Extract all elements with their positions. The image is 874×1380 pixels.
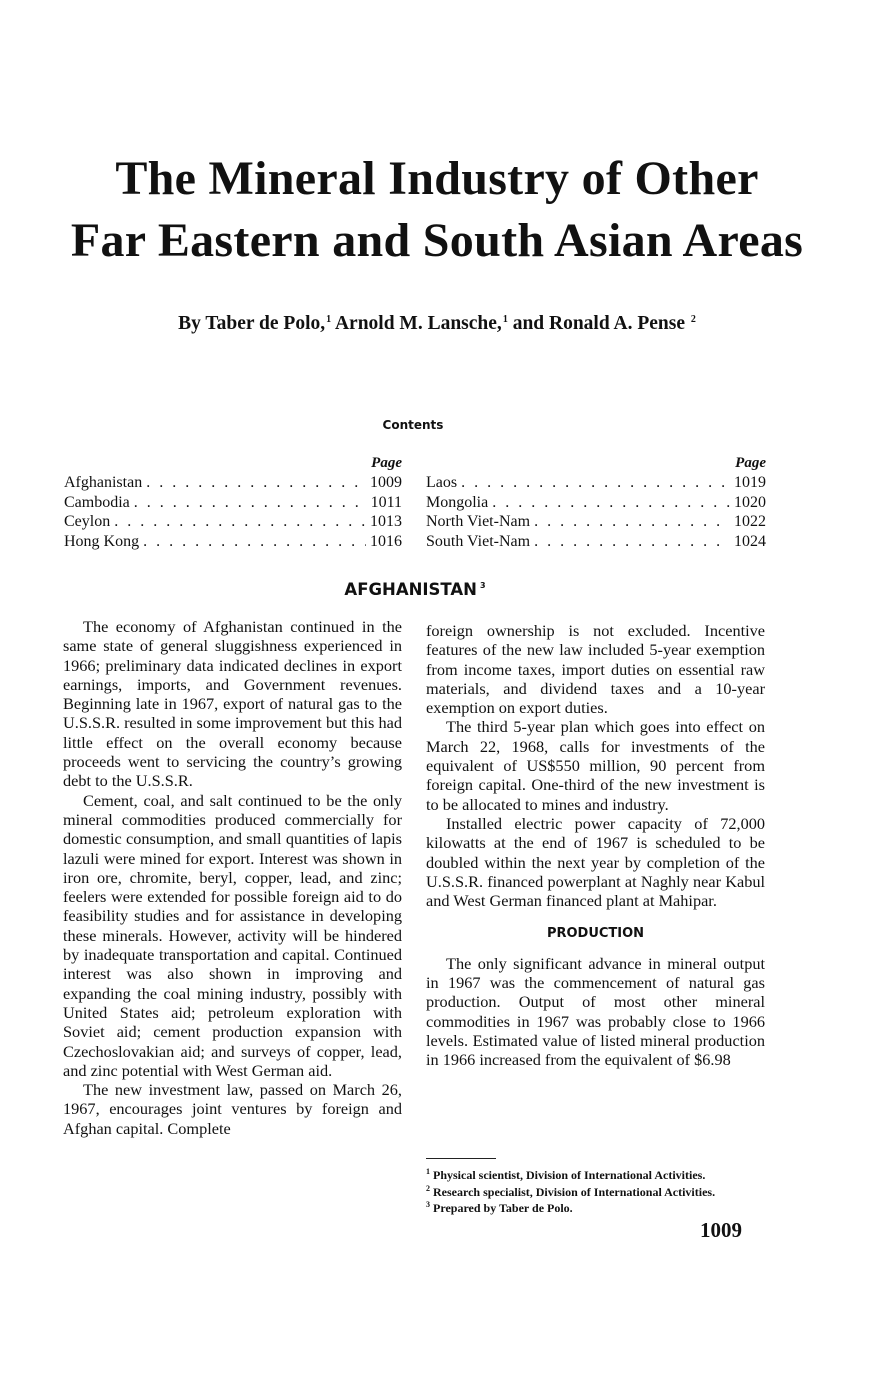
contents-heading: Contents	[382, 418, 444, 432]
page-title	[0, 148, 874, 272]
toc-leader	[114, 513, 366, 531]
title-line-2: Far Eastern and South Asian Areas	[70, 214, 804, 267]
toc-leader	[146, 474, 366, 492]
toc-entry	[64, 474, 402, 494]
toc-entry	[426, 474, 766, 494]
production-heading: PRODUCTION	[546, 926, 645, 942]
footnote-mark: 1	[326, 314, 332, 325]
toc-country: Laos	[426, 474, 458, 491]
author-3: and Ronald A. Pense	[512, 313, 685, 334]
toc-page: 1024	[734, 532, 766, 550]
toc-country: Cambodia	[64, 493, 130, 511]
toc-entry	[426, 494, 766, 514]
toc-entry	[426, 513, 766, 533]
toc-page-label: Page	[735, 455, 766, 471]
toc-country: North Viet-Nam	[426, 513, 531, 530]
footnote-mark: 3	[479, 581, 486, 590]
toc-country: Mongolia	[426, 493, 489, 511]
paragraph: The third 5-year plan which goes into effect on March 22, 1968, calls for investments of the equivalent of US$550 million, 90 percent from foreign capital. One-third of the new investment is to be allocated to mines and industry.	[426, 717, 765, 814]
toc-column-left	[64, 455, 402, 552]
toc-column-right	[426, 455, 766, 552]
footnote	[426, 1166, 766, 1182]
byline	[0, 313, 874, 335]
paragraph: The only significant advance in mineral output in 1967 was the commencement of natural gas production. Output of most other mineral commodities in 1967 was probably close to 1966 levels. Estimated value of listed mineral production in 1966 increased from the equivalent of $6.98	[426, 953, 765, 1070]
paragraph: foreign ownership is not excluded. Incentive features of the new law included 5-year exemption from income taxes, import duties on essential raw materials, and dividend taxes and a 10-year exemption on export duties.	[426, 621, 765, 718]
footnote	[426, 1183, 766, 1199]
toc-page: 1009	[370, 474, 402, 491]
page-number: 1009	[700, 1218, 742, 1242]
toc-page-label: Page	[371, 455, 402, 471]
footnote	[426, 1199, 766, 1215]
toc-page: 1016	[370, 532, 402, 550]
toc-page: 1022	[734, 513, 766, 530]
toc-leader	[461, 474, 730, 492]
toc-leader	[492, 494, 730, 512]
footnote-text: Research specialist, Division of International Activities.	[433, 1184, 716, 1199]
toc-entry	[64, 494, 402, 514]
title-line-1: The Mineral Industry of Other	[115, 152, 759, 205]
footnote-mark: 2	[690, 314, 696, 325]
author-1: By Taber de Polo,	[178, 313, 326, 334]
text-column-right	[426, 621, 765, 1070]
footnote-divider	[426, 1158, 496, 1159]
toc-page: 1011	[370, 493, 402, 511]
section-title: AFGHANISTAN	[344, 580, 477, 599]
toc-leader	[534, 533, 730, 551]
toc-country: South Viet-Nam	[426, 532, 531, 550]
toc-country: Hong Kong	[64, 532, 140, 550]
toc-entry	[64, 533, 402, 553]
toc-entry	[426, 533, 766, 553]
toc-entry	[64, 513, 402, 533]
toc-leader	[143, 533, 366, 551]
footnote-mark: 2	[426, 1183, 430, 1193]
author-2: Arnold M. Lansche,	[334, 313, 502, 334]
toc-page: 1020	[734, 493, 766, 511]
toc-leader	[134, 494, 367, 512]
section-heading	[0, 580, 830, 599]
footnote-mark: 1	[502, 314, 508, 325]
toc-leader	[534, 513, 730, 531]
paragraph: The economy of Afghanistan continued in the same state of general sluggishness experienced in 1966; preliminary data indicated declines in export earnings, imports, and Government revenues. Beginning late in 1967, export of natural gas to the U.S.S.R. resulted in some improvement but this had little effect on the overall economy because proceeds went to servicing the country’s growing debt to the U.S.S.R.	[63, 617, 402, 791]
paragraph: The new investment law, passed on March 26, 1967, encourages joint ventures by foreign and Afghan capital. Complete	[63, 1080, 402, 1138]
paragraph: Cement, coal, and salt continued to be the only mineral commodities produced commercially for domestic consumption, and small quantities of lapis lazuli were mined for export. Interest was shown in iron ore, chromite, beryl, copper, lead, and zinc; feelers were extended for possible foreign aid to do feasibility studies and for assistance in developing these minerals. However, activity will be hindered by inadequate transportation and capital. Continued interest was also shown in improving and expanding the coal mining industry, possibly with United States aid; petroleum exploration with Soviet aid; cement production expansion with Czechoslovakian aid; and surveys of copper, lead, and zinc potential with West German aid.	[63, 790, 402, 1080]
footnote-text: Physical scientist, Division of International Activities.	[433, 1168, 706, 1182]
toc-country: Ceylon	[64, 513, 111, 530]
footnote-text: Prepared by Taber de Polo.	[433, 1201, 573, 1215]
text-column-left	[63, 617, 402, 1138]
toc-page: 1013	[370, 513, 402, 530]
footnote-mark: 1	[426, 1167, 430, 1176]
paragraph: Installed electric power capacity of 72,000 kilowatts at the end of 1967 is scheduled to be doubled within the next year by completion of the U.S.S.R. financed powerplant at Naghly near Kabul and West German financed plant at Mahipar.	[426, 813, 765, 911]
footnote-mark: 3	[426, 1200, 430, 1209]
toc-country: Afghanistan	[64, 474, 143, 491]
footnotes	[426, 1166, 766, 1216]
toc-page: 1019	[734, 474, 766, 491]
